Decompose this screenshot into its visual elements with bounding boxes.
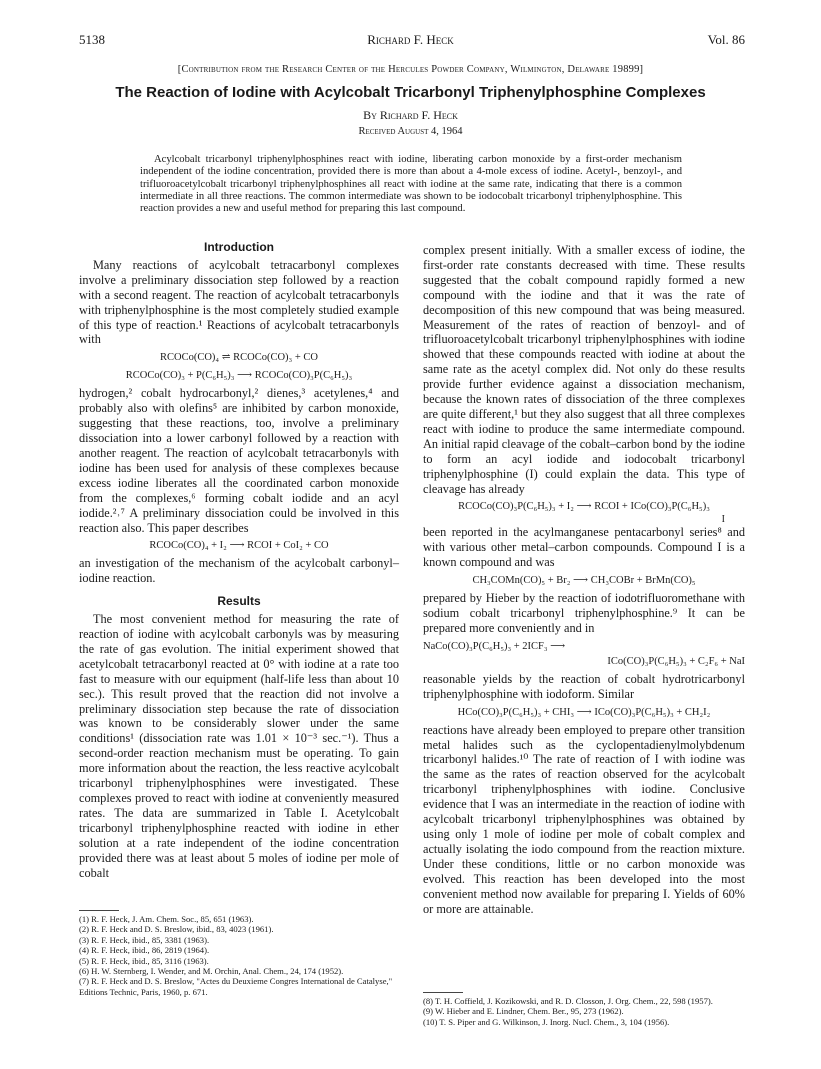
footnote-10: (10) T. S. Piper and G. Wilkinson, J. Inorg. Nucl. Chem., 3, 104 (1956). [423, 1016, 670, 1027]
footnote-rule-left [79, 910, 119, 911]
left-column [79, 240, 399, 880]
equation-6b: ICo(CO)₃P(C₆H₅)₃ + C₂F₆ + NaI [607, 655, 745, 667]
footnote-4: (4) R. F. Heck, ibid., 86, 2819 (1964). [79, 945, 210, 956]
footnote-1: (1) R. F. Heck, J. Am. Chem. Soc., 85, 651 (1963). [79, 914, 254, 924]
results-heading: Results [217, 594, 261, 609]
intro-paragraph-3: an investigation of the mechanism of the acylcobalt carbonyl–iodine reaction. [79, 556, 399, 586]
article-title: The Reaction of Iodine with Acylcobalt Tricarbonyl Triphenylphosphine Complexes [115, 84, 706, 101]
right-paragraph-4: reasonable yields by the reaction of cobalt hydrotricarbonyl triphenylphosphine with iodoform. Similar [423, 671, 745, 701]
intro-paragraph-1: Many reactions of acylcobalt tetracarbonyl complexes involve a preliminary dissociation step followed by a reaction with a second reagent. The reaction of acylcobalt tetracarbonyls with triphenylphosphine is the most completely studied example of this type of reaction.¹ Reactions of acylcobalt tetracarbonyls with [79, 257, 399, 347]
equation-7: HCo(CO)₃P(C₆H₅)₃ + CHI₃ ⟶ ICo(CO)₃P(C₆H₅)₃ + CH₂I₂ [457, 706, 711, 718]
footnote-3: (3) R. F. Heck, ibid., 85, 3381 (1963). [79, 934, 210, 945]
right-paragraph-1: complex present initially. With a smaller excess of iodine, the first-order rate constants decreased with time. These results suggested that the cobalt compound rapidly formed a new compound with the iodine and that it was the rate of decomposition of this new compound that was being measured. Measurement of the rates of reaction of benzoyl- and of trifluoroacetylcobalt tricarbonyl triphenylphosphines with iodine showed that these compounds reacted with iodine at about the same rate as the acetyl complex did. Not only do these results provide further evidence against a dissociation mechanism, because the known rates of dissociation of the three complexes are quite different,¹ but they also suggest that all three complexes react with iodine to produce the same intermediate compound. An initial rapid cleavage of the cobalt–carbon bond by the iodine to form an acyl iodide and iodocobalt tricarbonyl triphenylphosphine (I) could explain the data. This type of cleavage has already [423, 243, 745, 496]
right-column [423, 243, 745, 916]
equation-3: RCOCo(CO)₄ + I₂ ⟶ RCOI + CoI₂ + CO [149, 540, 329, 552]
contribution-line: [Contribution from the Research Center of the Hercules Powder Company, Wilmington, Delaware 19899] [177, 64, 644, 75]
footnote-6: (6) H. W. Sternberg, I. Wender, and M. Orchin, Anal. Chem., 24, 174 (1952). [79, 966, 344, 977]
equation-6a: NaCo(CO)₃P(C₆H₅)₃ + 2ICF₃ ⟶ [423, 640, 566, 652]
equation-2: RCOCo(CO)₃ + P(C₆H₅)₃ ⟶ RCOCo(CO)₃P(C₆H₅)₃ [125, 370, 353, 382]
footnote-7: (7) R. F. Heck and D. S. Breslow, "Actes du Deuxieme Congres International de Catalyse," Editions Technic, Paris, 1960, p. 671. [79, 976, 393, 997]
page-number: 5138 [79, 32, 105, 47]
right-paragraph-5: reactions have already been employed to prepare other transition metal halides such as the cyclopentadienylmolybdenum tricarbonyl halides.¹⁰ The rate of reaction of I with iodine was the same as the rates of reaction observed for the acylcobalt tricarbonyl triphenylphosphines with iodine. Conclusive evidence that I was an intermediate in the reaction of iodine with acylcobalt tricarbonyl triphenylphosphines was obtained by using only 1 mole of iodine per mole of cobalt complex and actually isolating the iodo compound from the reaction mixture. Under these conditions, little or no carbon monoxide was evolved. This reaction has been developed into the most convenient method now available for preparing I. Yields of 60% or more are attainable. [423, 722, 745, 916]
footnote-rule-right [423, 992, 463, 993]
footnote-2: (2) R. F. Heck and D. S. Breslow, ibid., 83, 4023 (1961). [79, 924, 274, 935]
footnote-8: (8) T. H. Coffield, J. Kozikowski, and R. D. Closson, J. Org. Chem., 22, 598 (1957). [423, 996, 713, 1006]
footnotes-left [79, 914, 401, 997]
equation-1: RCOCo(CO)₄ ⇌ RCOCo(CO)₃ + CO [160, 352, 318, 364]
running-author: Richard F. Heck [367, 32, 454, 47]
footnote-9: (9) W. Hieber and E. Lindner, Chem. Ber., 95, 273 (1962). [423, 1006, 624, 1017]
introduction-heading: Introduction [204, 240, 274, 254]
footnotes-right [423, 996, 745, 1027]
equation-4-label: I [721, 514, 725, 526]
volume-number: Vol. 86 [707, 32, 745, 47]
equation-4: RCOCo(CO)₃P(C₆H₅)₃ + I₂ ⟶ RCOI + ICo(CO)₃P(C₆H₅)₃ [458, 501, 710, 513]
received-date: Received August 4, 1964 [358, 126, 463, 137]
right-paragraph-2: been reported in the acylmanganese pentacarbonyl series⁸ and with various other metal–carbon compounds. Compound I is a known compound and was [423, 525, 745, 570]
equation-5: CH₃COMn(CO)₅ + Br₂ ⟶ CH₃COBr + BrMn(CO)₅ [472, 575, 696, 587]
intro-paragraph-2: hydrogen,² cobalt hydrocarbonyl,² dienes,³ acetylenes,⁴ and probably also with olefins⁵ are inhibited by carbon monoxide, suggesting that these reactions, too, involve a preliminary dissociation into a lower carbonyl followed by a reaction with another reagent. The reaction of acylcobalt tetracarbonyls with iodine has been used for analysis of these complexes because excess iodine liberates all the coordinated carbon monoxide from the complexes,⁶ forming cobalt iodide and an acyl iodide.²˒⁷ A preliminary dissociation could be involved in this reaction also. This paper describes [79, 386, 399, 535]
right-paragraph-3: prepared by Hieber by the reaction of iodotrifluoromethane with sodium cobalt tricarbonyl triphenylphosphine.⁹ It can be prepared more conveniently and in [423, 591, 745, 635]
byline: By Richard F. Heck [363, 108, 458, 122]
footnote-5: (5) R. F. Heck, ibid., 85, 3116 (1963). [79, 955, 209, 966]
results-paragraph-1: The most convenient method for measuring the rate of reaction of iodine with acylcobalt carbonyls was by measuring the rate of gas evolution. The initial experiment showed that acetylcobalt tetracarbonyl reacted at 0° with iodine at a rate too fast to measure with our equipment (half-life less than about 10 sec.). This result proved that the reaction did not involve a preliminary dissociation step because the rate of dissociation was known to be considerably slower under the same conditions¹ (dissociation rate was 1.01 × 10⁻³ sec.⁻¹). Thus a second-order reaction mechanism must be operating. To gain more information about the reaction, the less reactive acylcobalt tricarbonyl triphenylphosphines were investigated. These complexes proved to react with iodine at conveniently measured rates. The data are summarized in Table I. Acetylcobalt tricarbonyl triphenylphosphine reacted with iodine in ether solution at a rate independent of the iodine concentration provided there was at least about 5 moles of iodine per mole of cobalt [79, 612, 399, 880]
abstract: Acylcobalt tricarbonyl triphenylphosphines react with iodine, liberating carbon monoxide by a first-order mechanism independent of the iodine concentration, provided there is more than about a 4-mole excess of iodine. Acetyl-, benzoyl-, and trifluoroacetylcobalt tricarbonyl triphenylphosphines all react with iodine at the same rate, indicating that there is a common intermediate in all three reactions. The common intermediate was shown to be iodocobalt tricarbonyl triphenylphosphine. This reaction provides a new and useful method for preparing this last compound. [140, 154, 682, 215]
